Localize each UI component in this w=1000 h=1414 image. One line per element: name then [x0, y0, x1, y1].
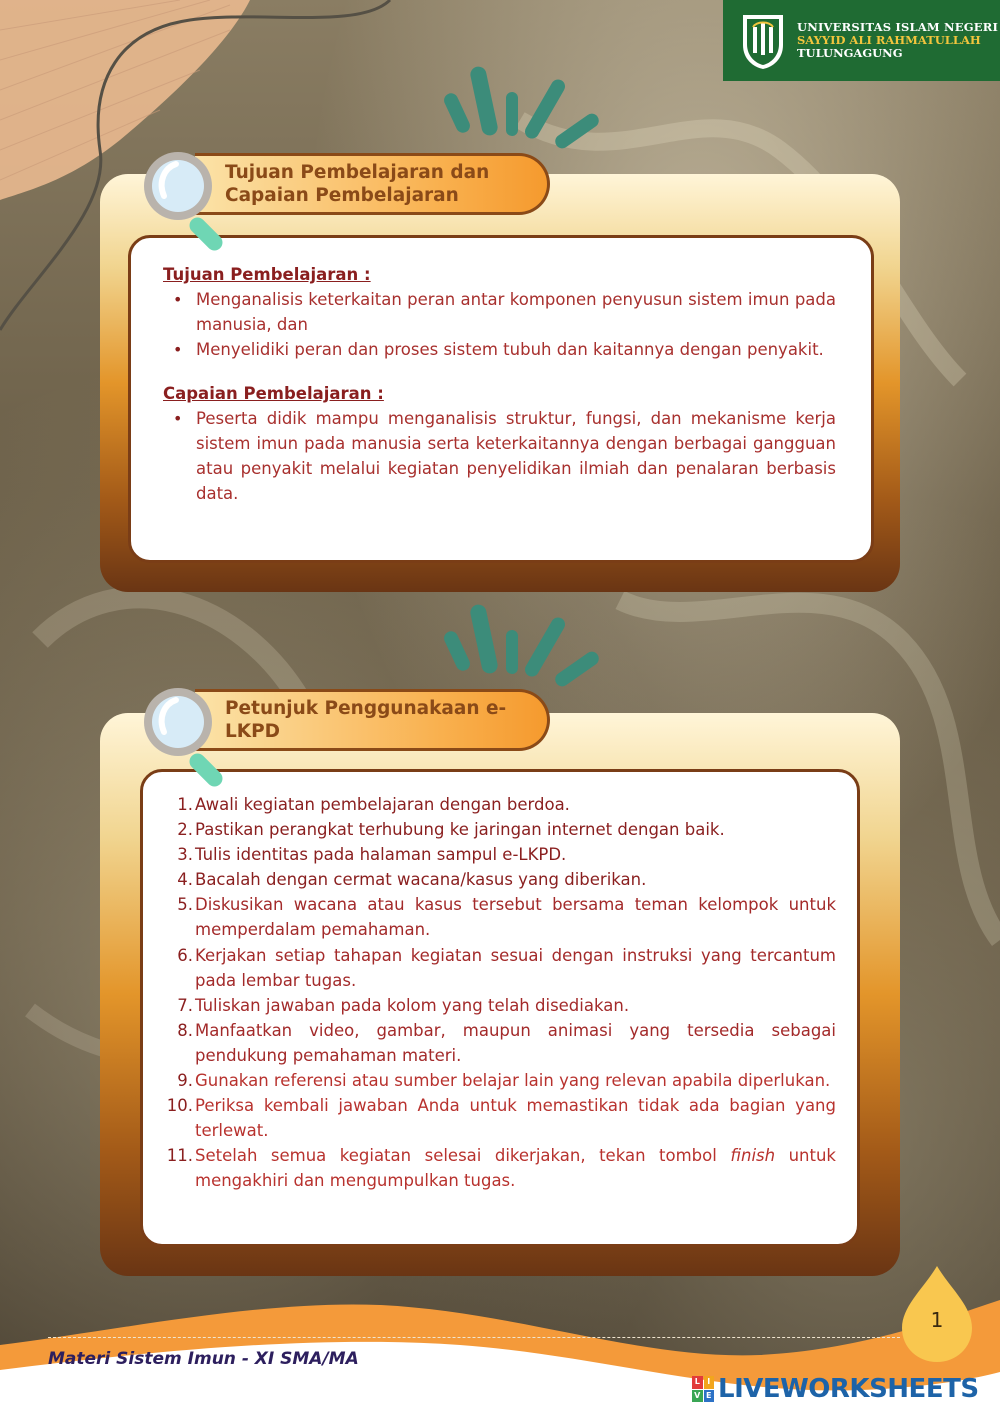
capaian-heading: Capaian Pembelajaran :: [163, 384, 384, 403]
list-item: 2. Pastikan perangkat terhubung ke jaringan internet dengan baik.: [177, 820, 725, 840]
objectives-title: Tujuan Pembelajaran dan Capaian Pembelajaran: [225, 162, 490, 206]
liveworksheets-label: LIVEWORKSHEETS: [718, 1374, 979, 1404]
liveworksheets-badge-icon: L I V E: [692, 1376, 714, 1402]
list-item: 5. Diskusikan wacana atau kasus tersebut bersama teman kelompok untuk memperdalam pemahaman.: [177, 895, 836, 940]
footer-divider: [48, 1337, 900, 1338]
objectives-content: [163, 262, 836, 506]
instructions-content: [163, 792, 836, 1194]
list-item: 10. Periksa kembali jawaban Anda untuk memastikan tidak ada bagian yang terlewat.: [166, 1096, 836, 1141]
capaian-list: [163, 406, 836, 506]
magnifier-icon: [140, 148, 240, 258]
logo-line-1: UNIVERSITAS ISLAM NEGERI: [797, 20, 999, 34]
logo-line-2: SAYYID ALI RAHMATULLAH: [797, 33, 981, 47]
list-item: 4. Bacalah dengan cermat wacana/kasus yang diberikan.: [177, 870, 647, 890]
list-item: • Menyelidiki peran dan proses sistem tubuh dan kaitannya dengan penyakit.: [163, 337, 836, 362]
list-item: 1. Awali kegiatan pembelajaran dengan berdoa.: [177, 795, 570, 814]
list-item: 9. Gunakan referensi atau sumber belajar lain yang relevan apabila diperlukan.: [177, 1071, 831, 1091]
list-item: 3. Tulis identitas pada halaman sampul e-LKPD.: [177, 845, 567, 865]
tujuan-list: [163, 287, 836, 362]
list-item: 7. Tuliskan jawaban pada kolom yang telah disediakan.: [177, 995, 630, 1015]
footer-subject: Materi Sistem Imun - XI SMA/MA: [48, 1349, 359, 1369]
page-number: 1: [930, 1308, 944, 1332]
instructions-title-ribbon: [195, 689, 550, 751]
objectives-title-ribbon: [195, 153, 550, 215]
university-emblem-icon: [739, 11, 787, 71]
decorative-rays-icon: [440, 62, 610, 162]
list-item: • Menganalisis keterkaitan peran antar komponen penyusun sistem imun pada manusia, dan: [163, 287, 836, 337]
liveworksheets-brand[interactable]: [692, 1372, 979, 1406]
instructions-title: Petunjuk Penggunakaan e-LKPD: [225, 698, 507, 742]
logo-line-3: TULUNGAGUNG: [797, 46, 903, 60]
university-logo: [723, 0, 1000, 81]
list-item: 6. Kerjakan setiap tahapan kegiatan sesuai dengan instruksi yang tercantum pada lembar tugas.: [177, 945, 836, 990]
list-item: 8. Manfaatkan video, gambar, maupun animasi yang tersedia sebagai pendukung pemahaman materi.: [177, 1020, 836, 1065]
list-item: 11. Setelah semua kegiatan selesai dikerjakan, tekan tombol finish untuk mengakhiri dan mengumpulkan tugas.: [166, 1146, 836, 1191]
decorative-rays-icon: [440, 600, 610, 700]
instructions-list: [163, 792, 836, 1194]
magnifier-icon: [140, 684, 240, 794]
list-item: • Peserta didik mampu menganalisis struktur, fungsi, dan mekanisme kerja sistem imun pada manusia serta keterkaitannya dengan berbagai gangguan atau penyakit melalui kegiatan penyelidikan ilmiah dan penalaran berbasis data.: [163, 406, 836, 506]
tujuan-heading: Tujuan Pembelajaran :: [163, 265, 371, 284]
